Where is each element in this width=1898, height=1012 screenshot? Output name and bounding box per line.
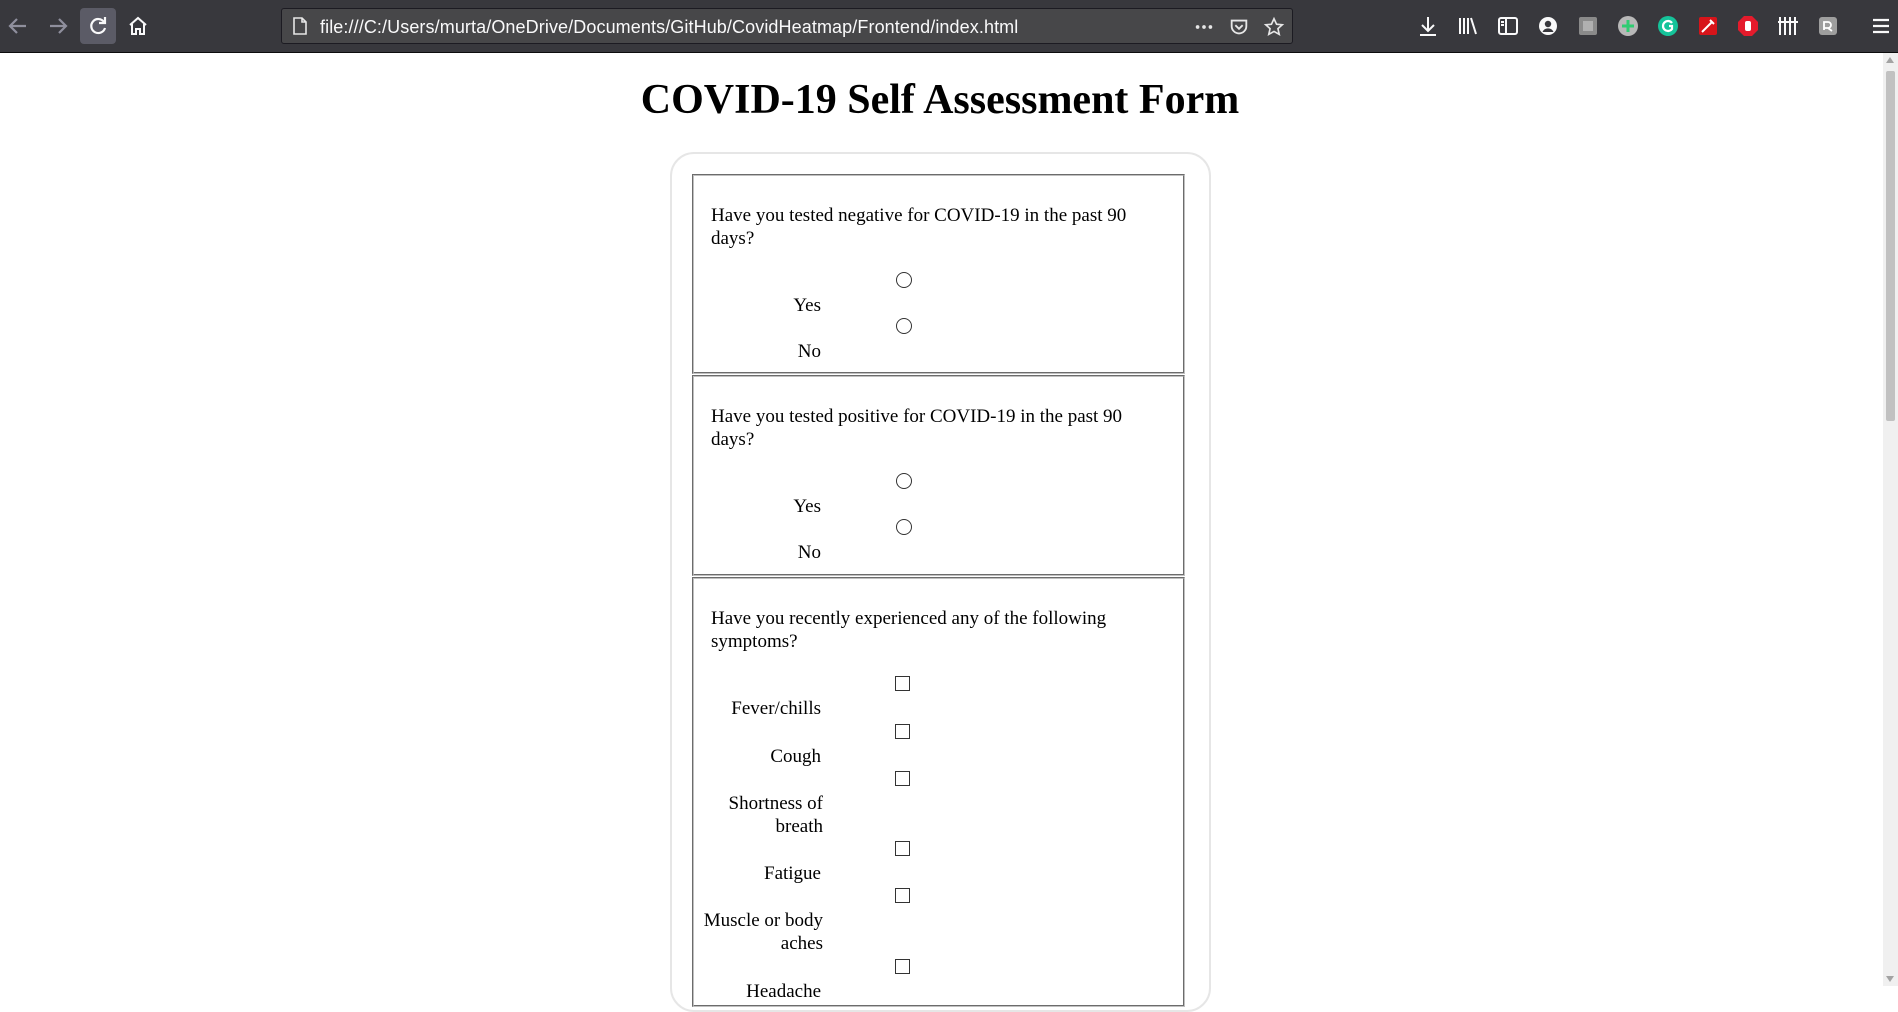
scroll-thumb[interactable]: [1886, 71, 1895, 421]
grammarly-button[interactable]: [1655, 13, 1681, 39]
address-bar[interactable]: [281, 8, 1293, 44]
extension-bars-icon: [1776, 14, 1800, 38]
grammarly-icon: [1656, 14, 1680, 38]
scroll-down-arrow[interactable]: [1886, 976, 1894, 982]
option-label-yes: Yes: [793, 496, 821, 517]
menu-button[interactable]: [1868, 13, 1894, 39]
extension-icon: [1576, 14, 1600, 38]
back-icon: [6, 14, 30, 38]
option-label-yes: Yes: [793, 295, 821, 316]
home-icon: [126, 14, 150, 38]
radio-negative-yes[interactable]: [896, 272, 912, 288]
reload-button[interactable]: [80, 8, 116, 44]
adblock-button[interactable]: [1735, 13, 1761, 39]
checkbox-cough[interactable]: [895, 724, 910, 739]
account-button[interactable]: [1535, 13, 1561, 39]
downloads-button[interactable]: [1415, 13, 1441, 39]
radio-positive-no[interactable]: [896, 519, 912, 535]
home-button[interactable]: [120, 8, 156, 44]
question-negative-test: [692, 174, 1185, 374]
extension-green-button[interactable]: [1615, 13, 1641, 39]
bookmark-star-icon: [1263, 16, 1285, 38]
library-icon: [1456, 14, 1480, 38]
question-text: Have you tested negative for COVID-19 in the past 90 days?: [711, 205, 1127, 249]
extension-bars-button[interactable]: [1775, 13, 1801, 39]
checkbox-muscle-body-aches[interactable]: [895, 888, 910, 903]
option-label-headache: Headache: [746, 981, 821, 1002]
scroll-up-arrow[interactable]: [1886, 57, 1894, 63]
option-label-no: No: [797, 542, 821, 563]
checkbox-shortness-of-breath[interactable]: [895, 771, 910, 786]
extension-red-button[interactable]: [1695, 13, 1721, 39]
bookmark-button[interactable]: [1262, 15, 1286, 39]
option-label-fatigue: Fatigue: [764, 863, 821, 884]
sidebar-icon: [1496, 14, 1520, 38]
forward-button[interactable]: [40, 8, 76, 44]
vertical-scrollbar[interactable]: [1883, 53, 1898, 986]
checkbox-headache[interactable]: [895, 959, 910, 974]
extension-button[interactable]: [1575, 13, 1601, 39]
url-text[interactable]: file:///C:/Users/murta/OneDrive/Documents/GitHub/CovidHeatmap/Frontend/index.html: [320, 17, 1019, 37]
option-label-cough: Cough: [770, 746, 821, 767]
question-text: Have you recently experienced any of the following symptoms?: [711, 608, 1107, 652]
extension-green-icon: [1616, 14, 1640, 38]
page-icon: [290, 16, 310, 36]
question-symptoms: [692, 577, 1185, 1007]
account-icon: [1536, 14, 1560, 38]
question-text: Have you tested positive for COVID-19 in the past 90 days?: [711, 406, 1123, 450]
extension-gray-button[interactable]: [1815, 13, 1841, 39]
more-icon: [1193, 16, 1215, 38]
reload-icon: [86, 14, 110, 38]
page-title: COVID-19 Self Assessment Form: [640, 77, 1240, 123]
extension-red-icon: [1696, 14, 1720, 38]
download-icon: [1416, 14, 1440, 38]
option-label-fever-chills: Fever/chills: [731, 698, 821, 719]
adblock-icon: [1736, 14, 1760, 38]
back-button[interactable]: [0, 8, 36, 44]
pocket-icon: [1228, 16, 1250, 38]
radio-positive-yes[interactable]: [896, 473, 912, 489]
extension-gray-icon: [1816, 14, 1840, 38]
pocket-button[interactable]: [1227, 15, 1251, 39]
option-label-no: No: [797, 341, 821, 362]
sidebar-button[interactable]: [1495, 13, 1521, 39]
question-positive-test: [692, 375, 1185, 576]
checkbox-fatigue[interactable]: [895, 841, 910, 856]
library-button[interactable]: [1455, 13, 1481, 39]
option-label-shortness-of-breath: Shortness of breath: [728, 793, 823, 837]
browser-toolbar: [0, 0, 1898, 53]
menu-icon: [1869, 14, 1893, 38]
radio-negative-no[interactable]: [896, 318, 912, 334]
page-actions-button[interactable]: [1192, 15, 1216, 39]
checkbox-fever-chills[interactable]: [895, 676, 910, 691]
option-label-muscle-body-aches: Muscle or body aches: [703, 910, 823, 954]
forward-icon: [46, 14, 70, 38]
